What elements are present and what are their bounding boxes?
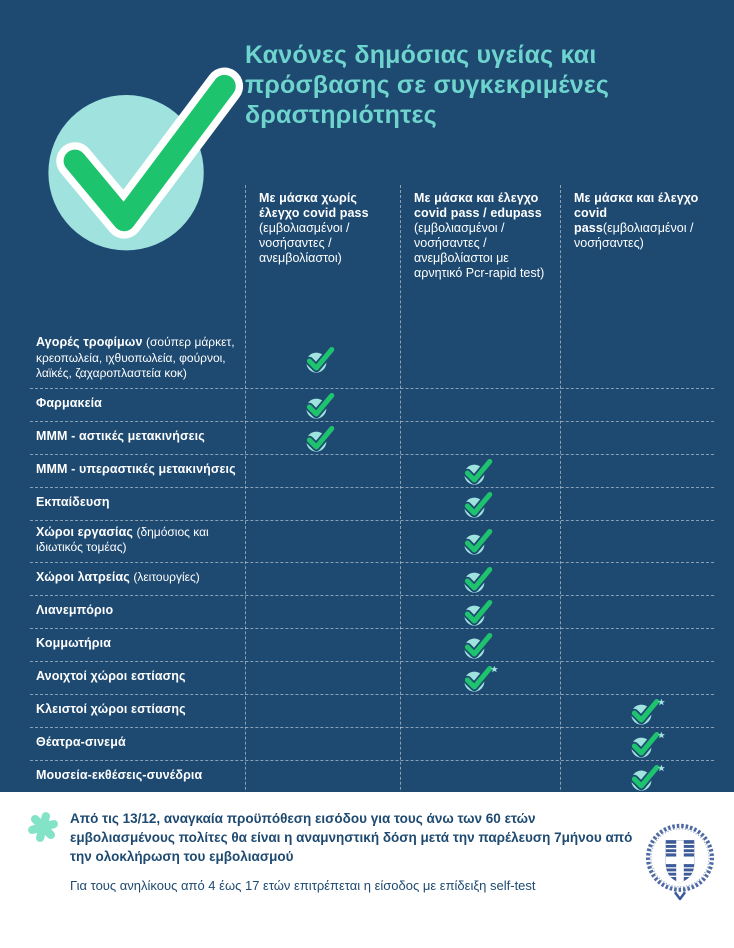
table-row — [0, 694, 734, 727]
row-label: Κομμωτήρια — [36, 635, 111, 650]
check-cell-col2 — [400, 595, 560, 628]
check-cell-col1 — [245, 342, 400, 375]
check-cell-col3 — [560, 469, 734, 471]
table-header — [0, 185, 734, 330]
row-label-cell — [0, 664, 245, 691]
row-label-cell — [0, 730, 245, 757]
check-cell-col1 — [245, 643, 400, 645]
row-label-cell — [0, 598, 245, 625]
check-cell-col3 — [560, 694, 734, 727]
column-header-detail: (εμβολιασμένοι / νοσήσαντες / ανεμβολίαστοι) — [259, 221, 350, 265]
check-icon — [304, 344, 341, 375]
check-icon — [462, 564, 499, 595]
check-cell-col2 — [400, 628, 560, 661]
column-header-detail: (εμβολιασμένοι /νοσήσαντες) — [574, 221, 694, 250]
row-label-cell — [0, 565, 245, 592]
row-label-cell — [0, 631, 245, 658]
row-label: Κλειστοί χώροι εστίασης — [36, 701, 186, 716]
footer-notes — [70, 809, 635, 894]
column-header-bold: Με μάσκα και έλεγχο covid pass / edupass — [414, 191, 542, 220]
check-cell-col2 — [400, 742, 560, 744]
column-header-covid-pass — [560, 185, 734, 251]
rules-table — [0, 185, 734, 859]
page-title: Κανόνες δημόσιας υγείας και πρόσβασης σε συγκεκριμένες δραστηριότητες — [245, 41, 610, 129]
check-cell-col2 — [400, 709, 560, 711]
check-cell-col2 — [400, 358, 560, 360]
check-cell-col3 — [560, 358, 734, 360]
row-label-cell — [0, 763, 245, 790]
check-cell-col3 — [560, 643, 734, 645]
check-cell-col1 — [245, 577, 400, 579]
row-label-cell — [0, 520, 245, 562]
row-label: Χώροι εργασίας — [36, 524, 133, 539]
check-cell-col1 — [245, 421, 400, 454]
check-cell-col3 — [560, 577, 734, 579]
check-star-icon — [629, 696, 666, 727]
check-cell-col1 — [245, 709, 400, 711]
check-icon — [462, 630, 499, 661]
table-row — [0, 487, 734, 520]
row-label: Θέατρα-σινεμά — [36, 734, 126, 749]
row-label: Μουσεία-εκθέσεις-συνέδρια — [36, 767, 203, 782]
row-label: ΜΜΜ - υπεραστικές μετακινήσεις — [36, 461, 236, 476]
check-cell-col1 — [245, 610, 400, 612]
check-icon — [462, 526, 499, 557]
table-row — [0, 421, 734, 454]
table-row — [0, 727, 734, 760]
row-label-cell — [0, 424, 245, 451]
column-header-detail: (εμβολιασμένοι / νοσήσαντες / ανεμβολίαστοι με αρνητικό Pcr-rapid test) — [414, 221, 545, 280]
table-row — [0, 330, 734, 388]
medical-asterisk-icon — [25, 809, 61, 850]
row-label-cell — [0, 697, 245, 724]
row-label-cell — [0, 457, 245, 484]
check-star-icon — [629, 729, 666, 760]
check-cell-col1 — [245, 742, 400, 744]
check-star-icon — [629, 762, 666, 793]
check-icon — [304, 423, 341, 454]
check-cell-col2 — [400, 454, 560, 487]
table-body — [0, 330, 734, 859]
row-label: Ανοιχτοί χώροι εστίασης — [36, 668, 186, 683]
check-star-icon — [462, 663, 499, 694]
check-icon — [462, 489, 499, 520]
column-header-bold: Με μάσκα και έλεγχο covid pass — [574, 191, 699, 235]
row-label-cell — [0, 490, 245, 517]
column-header-covid-pass-edupass — [400, 185, 560, 281]
check-cell-col3 — [560, 760, 734, 793]
check-icon — [304, 390, 341, 421]
greek-government-emblem — [638, 818, 722, 911]
row-detail: (λειτουργίες) — [133, 569, 200, 584]
check-cell-col3 — [560, 540, 734, 542]
column-header-no-pass — [245, 185, 400, 266]
check-cell-col2 — [400, 436, 560, 438]
row-label-cell — [0, 391, 245, 418]
row-label: Χώροι λατρείας — [36, 569, 130, 584]
check-cell-col2 — [400, 524, 560, 557]
check-cell-col1 — [245, 388, 400, 421]
table-row — [0, 760, 734, 793]
row-label: ΜΜΜ - αστικές μετακινήσεις — [36, 428, 205, 443]
check-cell-col2 — [400, 562, 560, 595]
row-label: Αγορές τροφίμων — [36, 335, 143, 349]
check-cell-col3 — [560, 502, 734, 504]
check-cell-col1 — [245, 502, 400, 504]
check-cell-col1 — [245, 469, 400, 471]
row-label: Εκπαίδευση — [36, 494, 110, 509]
table-row — [0, 454, 734, 487]
check-cell-col3 — [560, 436, 734, 438]
table-row — [0, 628, 734, 661]
check-cell-col3 — [560, 610, 734, 612]
row-label: Λιανεμπόριο — [36, 602, 114, 617]
check-cell-col2 — [400, 487, 560, 520]
check-cell-col1 — [245, 540, 400, 542]
table-row — [0, 562, 734, 595]
row-detail: (δημόσιος και ιδιωτικός τομέας) — [36, 524, 209, 554]
footer-note-bar — [0, 792, 734, 948]
check-cell-col2 — [400, 661, 560, 694]
row-label-column-spacer — [0, 185, 245, 191]
table-row — [0, 520, 734, 562]
table-row — [0, 388, 734, 421]
table-row — [0, 595, 734, 628]
check-icon — [462, 597, 499, 628]
check-cell-col1 — [245, 775, 400, 777]
footer-note-secondary: Για τους ανηλίκους από 4 έως 17 ετών επιτρέπεται η είσοδος με επίδειξη self-test — [70, 878, 536, 893]
row-label: Φαρμακεία — [36, 395, 102, 410]
check-cell-col3 — [560, 676, 734, 678]
row-label-cell — [0, 330, 245, 388]
check-cell-col3 — [560, 727, 734, 760]
check-cell-col2 — [400, 775, 560, 777]
check-cell-col2 — [400, 403, 560, 405]
check-cell-col1 — [245, 676, 400, 678]
table-row — [0, 661, 734, 694]
row-detail: (σούπερ μάρκετ, κρεοπωλεία, ιχθυοπωλεία, φούρνοι, λαϊκές, ζαχαροπλαστεία κοκ) — [36, 335, 235, 380]
column-header-bold: Με μάσκα χωρίς έλεγχο covid pass — [259, 191, 369, 220]
check-cell-col3 — [560, 403, 734, 405]
check-icon — [462, 456, 499, 487]
footer-note-primary: Από τις 13/12, αναγκαία προϋπόθεση εισόδου για τους άνω των 60 ετών εμβολιασμένους πολίτες θα είναι η αναμνηστική δόση μετά την παρέλευση 7μήνου από την ολοκλήρωση του εμβολιασμού — [70, 811, 633, 864]
